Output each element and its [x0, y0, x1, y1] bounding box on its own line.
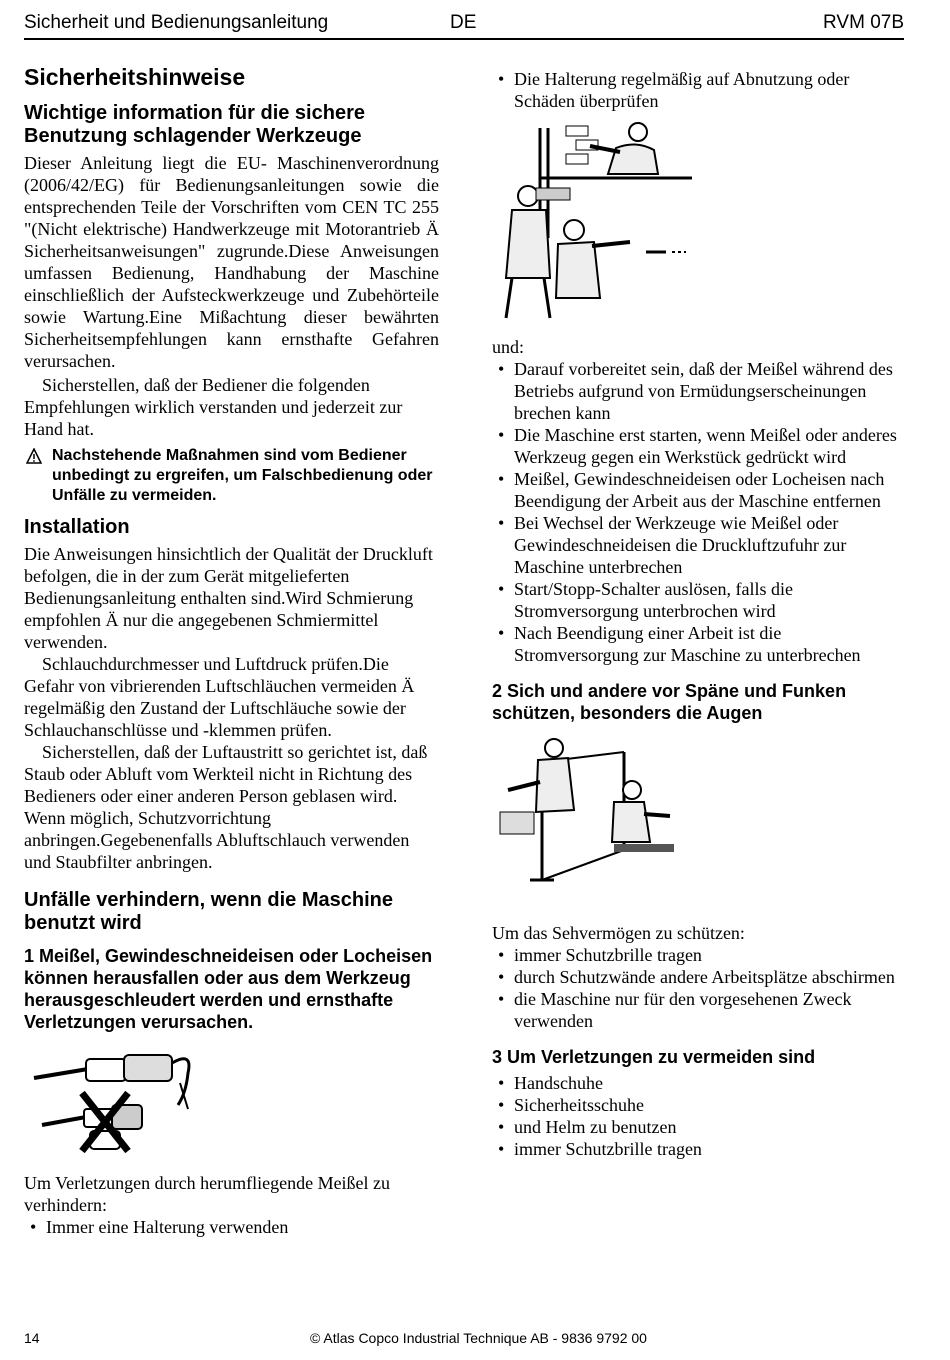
chisel-safety-list [492, 358, 907, 666]
list-item: • die Maschine nur für den vorgesehenen Zweck verwenden [492, 988, 907, 1032]
list-item: • immer Schutzbrille tragen [492, 1138, 907, 1160]
protective-screen-illustration [494, 732, 694, 892]
list-item: • Meißel, Gewindeschneideisen oder Locheisen nach Beendigung der Arbeit aus der Maschine entfernen [492, 468, 907, 512]
section-1-text: Um Verletzungen durch herumfliegende Meißel zu verhindern: [24, 1173, 391, 1215]
subtitle: Wichtige information für die sichere Benutzung schlagender Werkzeuge [24, 102, 365, 147]
section-2-list [492, 944, 907, 1032]
list-item: • Nach Beendigung einer Arbeit ist die Stromversorgung zur Maschine zu unterbrechen [492, 622, 907, 666]
installation-paragraph-1: Die Anweisungen hinsichtlich der Qualität der Druckluft befolgen, die in der zum Gerät mitgelieferten Bedienungsanleitung enthalten sind.Wird Schmierung empfohlen Ä nur die angegebenen Schmiermittel verwenden. [24, 544, 433, 652]
header-title: Sicherheit und Bedienungsanleitung [24, 12, 329, 33]
list-item: • Die Halterung regelmäßig auf Abnutzung oder Schäden überprüfen [492, 68, 907, 112]
list-item: • Darauf vorbereitet sein, daß der Meißel während des Betriebs aufgrund von Ermüdungserscheinungen brechen kann [492, 358, 907, 424]
list-item: • Die Maschine erst starten, wenn Meißel oder anderes Werkzeug gegen ein Werkstück gedrückt wird [492, 424, 907, 468]
warning-note [24, 446, 439, 506]
page-title: Sicherheitshinweise [24, 64, 246, 90]
workers-illustration [496, 118, 696, 328]
und-text: und: [492, 337, 525, 357]
page-number: 14 [24, 1330, 40, 1346]
warning-triangle-icon [26, 448, 42, 464]
intro-paragraph-2: Sicherstellen, daß der Bediener die folgenden Empfehlungen wirklich verstanden und jederzeit zur Hand hat. [24, 375, 403, 439]
list-item: • immer Schutzbrille tragen [492, 944, 907, 966]
list-item: • und Helm zu benutzen [492, 1116, 907, 1138]
list-item: • Sicherheitsschuhe [492, 1094, 907, 1116]
section-3-heading: 3 Um Verletzungen zu vermeiden sind [492, 1047, 816, 1067]
installation-paragraph-2: Schlauchdurchmesser und Luftdruck prüfen.Die Gefahr von vibrierenden Luftschläuchen vermeiden Ä regelmäßig den Zustand der Luftschläuche sowie der Schlauchanschlüsse und -klemmen prüfen. [24, 654, 415, 740]
holder-list [492, 68, 907, 112]
copyright: © Atlas Copco Industrial Technique AB - 9836 9792 00 [310, 1330, 647, 1346]
page-header [24, 10, 904, 40]
section-3-list [492, 1072, 907, 1160]
list-item: • Immer eine Halterung verwenden [24, 1216, 439, 1238]
installation-paragraph-3: Sicherstellen, daß der Luftaustritt so gerichtet ist, daß Staub oder Abluft vom Werkteil nicht in Richtung des Bedieners oder einer anderen Person geblasen wird. Wenn möglich, Schutzvorrichtung anbringen.Gegebenenfalls Abluftschlauch verwenden und Staubfilter anbringen. [24, 742, 428, 872]
warning-text: Nachstehende Maßnahmen sind vom Bediener unbedingt zu ergreifen, um Falschbedienung oder Unfälle zu vermeiden. [52, 447, 433, 504]
header-language: DE [450, 12, 477, 33]
header-model: RVM 07B [823, 12, 904, 33]
right-column [492, 68, 907, 1160]
section-2-text: Um das Sehvermögen zu schützen: [492, 923, 745, 943]
list-item: • durch Schutzwände andere Arbeitsplätze abschirmen [492, 966, 907, 988]
chisel-retainer-illustration [28, 1043, 228, 1158]
list-item: • Start/Stopp-Schalter auslösen, falls die Stromversorgung unterbrochen wird [492, 578, 907, 622]
section-1-heading: 1 Meißel, Gewindeschneideisen oder Locheisen können herausfallen oder aus dem Werkzeug herausgeschleudert werden und ernsthafte Verletzungen verursachen. [24, 946, 433, 1032]
section-2-heading: 2 Sich und andere vor Späne und Funken schützen, besonders die Augen [492, 681, 847, 723]
intro-paragraph: Dieser Anleitung liegt die EU- Maschinenverordnung (2006/42/EG) für Bedienungsanleitungen sowie die entsprechenden Teile der Vorschriften vom CEN TC 255 "(Nicht elektrische) Handwerkzeuge mit Motorantrieb Ä Sicherheitsanweisungen" zugrunde.Diese Anweisungen umfassen Bedienung, Handhabung der Maschine einschließlich der Aufsteckwerkzeuge und Zubehörteile sowie Wartung.Eine Mißachtung dieser bewährten Sicherheitsempfehlungen kann ernsthafte Gefahren verursachen. [24, 153, 439, 371]
section-1-list [24, 1216, 439, 1238]
installation-heading: Installation [24, 516, 130, 538]
list-item: • Handschuhe [492, 1072, 907, 1094]
list-item: • Bei Wechsel der Werkzeuge wie Meißel oder Gewindeschneideisen die Druckluftzufuhr zur Maschine unterbrechen [492, 512, 907, 578]
accidents-heading: Unfälle verhindern, wenn die Maschine benutzt wird [24, 889, 393, 934]
left-column [24, 60, 439, 1238]
